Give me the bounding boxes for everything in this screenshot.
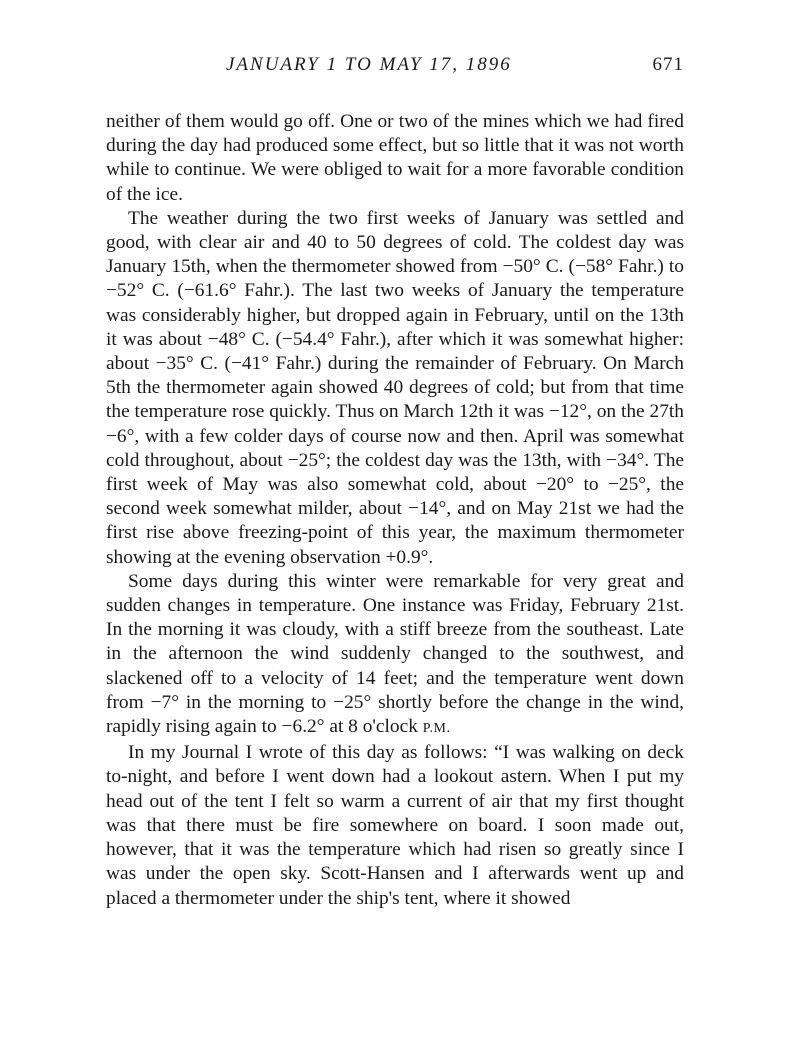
paragraph-1-text: neither of them would go off. One or two of the mines which we had fired during the day had produced some effect, but so little that it was not worth while to continue. We were obliged to wait for a more favorable condition of the ice. bbox=[106, 111, 684, 205]
running-title: JANUARY 1 TO MAY 17, 1896 bbox=[226, 54, 512, 75]
body-text bbox=[106, 110, 684, 911]
paragraph-continuation bbox=[106, 110, 684, 207]
paragraph-temperature-changes bbox=[106, 570, 684, 741]
paragraph-2-text: The weather during the two first weeks of January was settled and good, with clear air and 40 to 50 degrees of cold. The coldest day was January 15th, when the thermometer showed from −50° C. (−58° Fahr.) to −52° C. (−61.6° Fahr.). The last two weeks of January the temperature was considerably higher, but dropped again in February, until on the 13th it was about −48° C. (−54.4° Fahr.), after which it was somewhat higher: about −35° C. (−41° Fahr.) during the remainder of February. On March 5th the thermometer again showed 40 degrees of cold; but from that time the temperature rose quickly. Thus on March 12th it was −12°, on the 27th −6°, with a few colder days of course now and then. April was somewhat cold throughout, about −25°; the coldest day was the 13th, with −34°. The first week of May was also somewhat cold, about −20° to −25°, the second week somewhat milder, about −14°, and on May 21st we had the first rise above freezing-point of this year, the maximum thermometer showing at the evening observation +0.9°. bbox=[106, 207, 684, 568]
paragraph-journal bbox=[106, 741, 684, 910]
book-page bbox=[106, 54, 684, 911]
paragraph-3-text: Some days during this winter were remarkable for very great and sudden changes in temperature. One instance was Friday, February 21st. In the morning it was cloudy, with a stiff breeze from the southeast. Late in the afternoon the wind suddenly changed to the southwest, and slackened off to a velocity of 14 feet; and the temperature went down from −7° in the morning to −25° shortly before the change in the wind, rapidly rising again to −6.2° at 8 o'clock bbox=[106, 570, 684, 738]
paragraph-4-text: In my Journal I wrote of this day as follows: “I was walking on deck to-night, and before I went down had a lookout astern. When I put my head out of the tent I felt so warm a current of air that my first thought was that there must be fire somewhere on board. I soon made out, however, that it was the temperature which had risen so greatly since I was under the open sky. Scott-Hansen and I afterwards went up and placed a thermometer under the ship's tent, where it showed bbox=[106, 742, 684, 909]
page-number: 671 bbox=[652, 54, 684, 75]
running-header bbox=[106, 54, 684, 88]
paragraph-3-pm: P.M. bbox=[422, 721, 451, 737]
paragraph-weather bbox=[106, 207, 684, 570]
